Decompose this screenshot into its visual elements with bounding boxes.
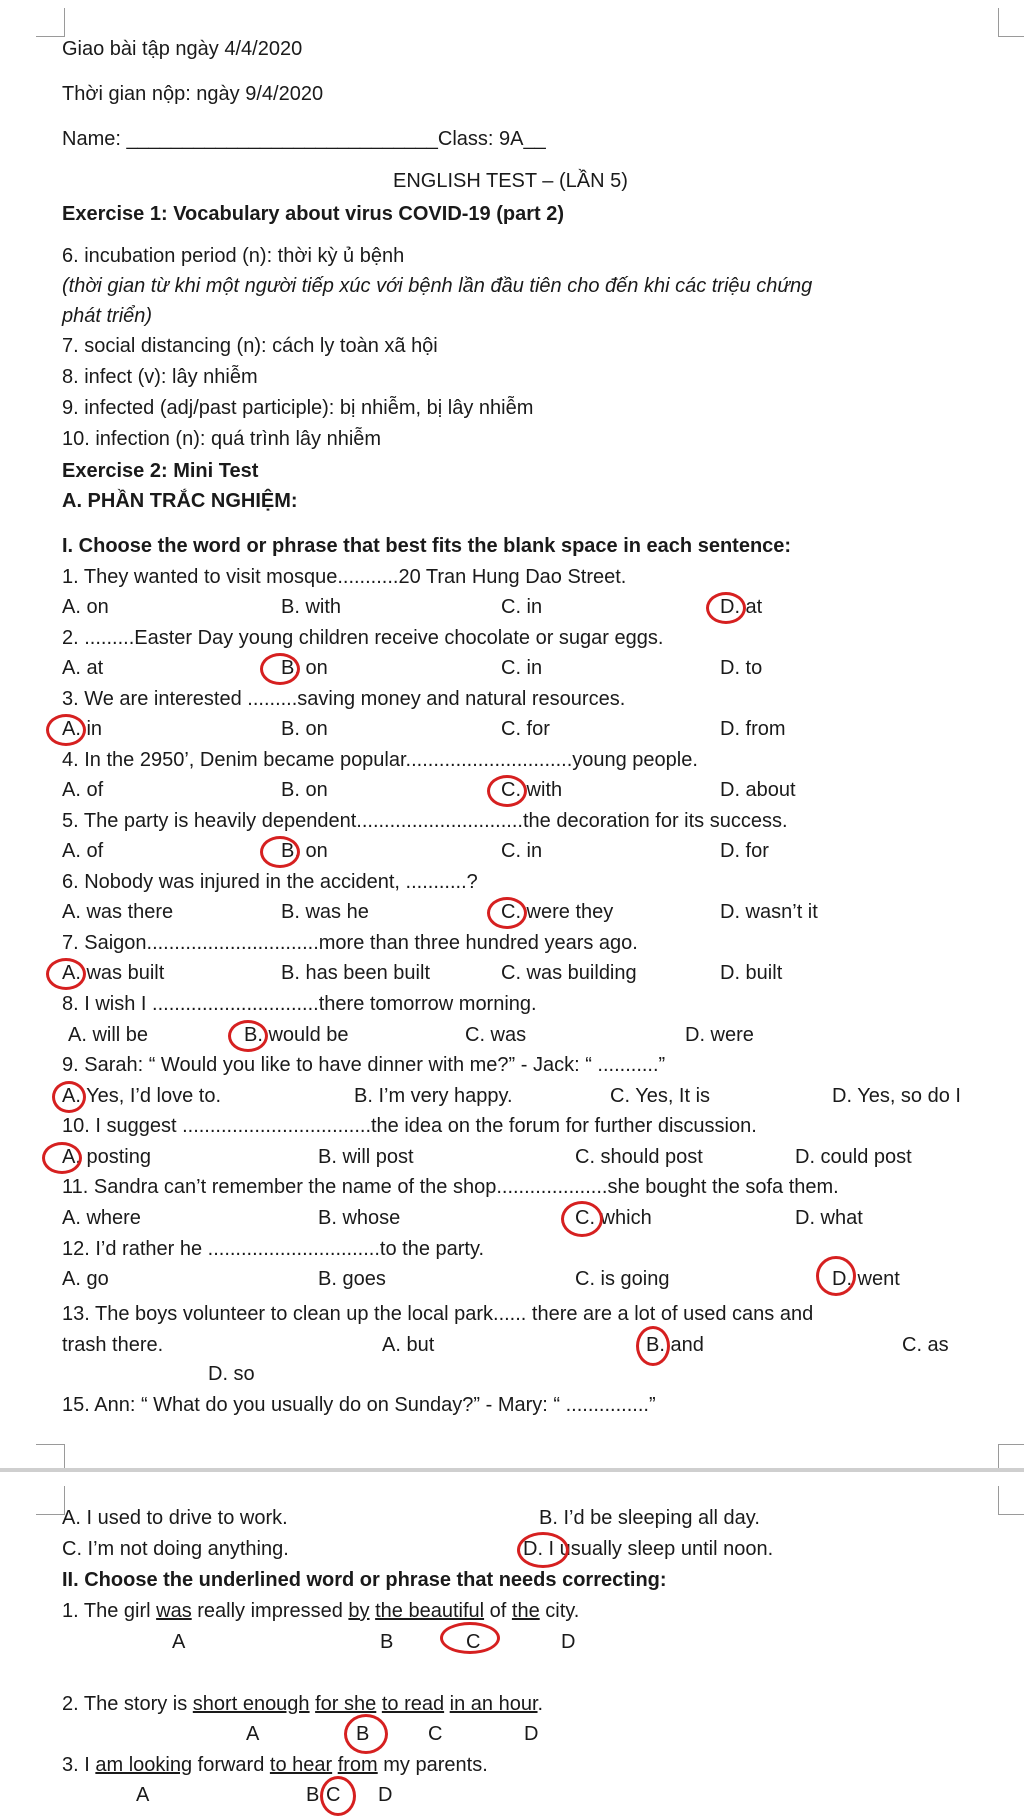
options-row: [62, 1146, 962, 1172]
option-c[interactable]: C. in: [501, 596, 543, 618]
test-title: ENGLISH TEST – (LẦN 5): [393, 170, 628, 192]
underlined-option-c[interactable]: from: [337, 1754, 378, 1776]
option-c[interactable]: C. Yes, It is: [610, 1085, 711, 1107]
question-text: 3. We are interested .........saving money and natural resources.: [62, 688, 626, 710]
answer-circle-mark: [46, 714, 86, 746]
option-c[interactable]: C. which: [575, 1207, 652, 1229]
letter-b: B: [306, 1784, 320, 1806]
option-b[interactable]: B. I’d be sleeping all day.: [539, 1507, 760, 1529]
option-d[interactable]: D. so: [208, 1363, 255, 1385]
answer-circle-mark: [320, 1776, 356, 1816]
underlined-option-b[interactable]: to hear: [269, 1754, 333, 1776]
sentence-text: 2. The story is: [62, 1693, 193, 1715]
letter-c: C: [326, 1784, 341, 1806]
question-text: 8. I wish I ..............................there tomorrow morning.: [62, 993, 537, 1015]
options-row: [62, 1207, 962, 1233]
option-b[interactable]: B. whose: [318, 1207, 401, 1229]
vocab-item: 6. incubation period (n): thời kỳ ủ bệnh: [62, 245, 405, 267]
option-b[interactable]: B. goes: [318, 1268, 386, 1290]
page-corner-mark: [36, 8, 65, 37]
page-corner-mark: [998, 8, 1024, 37]
option-d[interactable]: D. about: [720, 779, 796, 801]
option-d[interactable]: D. to: [720, 657, 763, 679]
question-text: 5. The party is heavily dependent..............................the decoration for its success.: [62, 810, 788, 832]
options-row: [62, 1085, 1002, 1111]
option-a[interactable]: A. at: [62, 657, 104, 679]
option-a[interactable]: A. of: [62, 840, 104, 862]
exercise2-heading: Exercise 2: Mini Test: [62, 460, 259, 482]
underlined-option-a[interactable]: am looking: [95, 1754, 193, 1776]
option-a[interactable]: A. I used to drive to work.: [62, 1507, 288, 1529]
options-row: [62, 596, 962, 622]
option-d[interactable]: D. could post: [795, 1146, 912, 1168]
option-d[interactable]: D. went: [832, 1268, 900, 1290]
letter-d: D: [561, 1631, 576, 1653]
due-date: Thời gian nộp: ngày 9/4/2020: [62, 83, 324, 105]
answer-circle-mark: [42, 1142, 82, 1174]
letter-d: D: [378, 1784, 393, 1806]
answer-circle-mark: [561, 1201, 603, 1237]
options-row: [62, 1507, 962, 1533]
vocab-item: 10. infection (n): quá trình lây nhiễm: [62, 428, 382, 450]
option-c[interactable]: C. in: [501, 840, 543, 862]
option-d[interactable]: D. wasn’t it: [720, 901, 818, 923]
underlined-option-b[interactable]: for she: [315, 1693, 377, 1715]
question-text-continued: trash there.: [62, 1334, 164, 1356]
page-corner-mark: [36, 1486, 65, 1515]
vocab-item: 7. social distancing (n): cách ly toàn xã hội: [62, 335, 438, 357]
sentence-text: .: [537, 1693, 544, 1715]
option-a[interactable]: A. where: [62, 1207, 141, 1229]
options-row: [62, 840, 962, 866]
option-b[interactable]: B. was he: [281, 901, 369, 923]
letter-d: D: [524, 1723, 539, 1745]
correction-sentence: [62, 1600, 579, 1623]
letter-c: C: [428, 1723, 443, 1745]
correction-sentence: [62, 1693, 543, 1716]
letter-a: A: [246, 1723, 260, 1745]
letter-b: B: [356, 1723, 370, 1745]
answer-circle-mark: [260, 653, 300, 685]
option-b[interactable]: B. on: [281, 657, 328, 679]
options-row: [68, 1024, 968, 1050]
option-c[interactable]: C. should post: [575, 1146, 703, 1168]
answer-circle-mark: [46, 958, 86, 990]
underlined-option-b[interactable]: by: [348, 1600, 370, 1622]
underlined-option-d[interactable]: in an hour: [449, 1693, 538, 1715]
question-text: 15. Ann: “ What do you usually do on Sunday?” - Mary: “ ...............”: [62, 1394, 656, 1416]
option-b[interactable]: B. has been built: [281, 962, 430, 984]
option-c[interactable]: C. was building: [501, 962, 637, 984]
option-d[interactable]: D. what: [795, 1207, 863, 1229]
answer-circle-mark: [440, 1622, 500, 1654]
answer-circle-mark: [487, 775, 527, 807]
option-c[interactable]: C. with: [501, 779, 563, 801]
question-text: 13. The boys volunteer to clean up the local park...... there are a lot of used cans and: [62, 1303, 814, 1325]
part2-heading: II. Choose the underlined word or phrase that needs correcting:: [62, 1569, 667, 1591]
question-text: 11. Sandra can’t remember the name of the shop....................she bought the sofa them.: [62, 1176, 839, 1198]
option-d[interactable]: D. for: [720, 840, 769, 862]
letter-a: A: [136, 1784, 150, 1806]
answer-circle-mark: [636, 1326, 670, 1366]
option-b[interactable]: B. and: [646, 1334, 704, 1356]
option-a[interactable]: A. posting: [62, 1146, 151, 1168]
part1-heading: I. Choose the word or phrase that best fits the blank space in each sentence:: [62, 535, 792, 557]
option-b[interactable]: B. with: [281, 596, 342, 618]
option-d[interactable]: D. were: [685, 1024, 754, 1046]
letter-a: A: [172, 1631, 186, 1653]
underlined-option-d[interactable]: the: [511, 1600, 540, 1622]
option-c[interactable]: C. is going: [575, 1268, 670, 1290]
options-row: [62, 1538, 962, 1564]
section-a-heading: A. PHẦN TRẮC NGHIỆM:: [62, 490, 298, 512]
option-a[interactable]: A. on: [62, 596, 109, 618]
option-b[interactable]: B. will post: [318, 1146, 414, 1168]
vocab-item: 8. infect (v): lây nhiễm: [62, 366, 258, 388]
answer-circle-mark: [517, 1532, 569, 1568]
option-a[interactable]: A. but: [382, 1334, 435, 1356]
options-row: [62, 962, 962, 988]
vocab-note: phát triển): [62, 305, 153, 327]
option-c[interactable]: C. for: [501, 718, 550, 740]
option-d[interactable]: D. Yes, so do I: [832, 1085, 961, 1107]
letter-c: C: [466, 1631, 481, 1653]
vocab-note: (thời gian từ khi một người tiếp xúc với bệnh lần đầu tiên cho đến khi các triệu chứng: [62, 275, 813, 297]
option-d[interactable]: D. I usually sleep until noon.: [523, 1538, 774, 1560]
options-row: [62, 718, 962, 744]
page-2: [0, 1472, 1024, 1820]
exercise1-heading: Exercise 1: Vocabulary about virus COVID-19 (part 2): [62, 203, 565, 225]
answer-circle-mark: [52, 1081, 86, 1113]
option-d[interactable]: D. built: [720, 962, 783, 984]
option-a[interactable]: A. Yes, I’d love to.: [62, 1085, 221, 1107]
sentence-text: forward: [192, 1754, 270, 1776]
sentence-text: my parents.: [377, 1754, 488, 1776]
option-a[interactable]: A. was built: [62, 962, 165, 984]
option-a[interactable]: A. of: [62, 779, 104, 801]
option-b[interactable]: B. on: [281, 718, 328, 740]
letter-b: B: [380, 1631, 394, 1653]
answer-circle-mark: [487, 897, 527, 929]
answer-circle-mark: [816, 1256, 856, 1296]
underlined-option-a[interactable]: short enough: [192, 1693, 310, 1715]
sentence-text: city.: [539, 1600, 580, 1622]
answer-circle-mark: [228, 1020, 268, 1052]
option-b[interactable]: B. on: [281, 840, 328, 862]
question-text: 6. Nobody was injured in the accident, ...........?: [62, 871, 478, 893]
option-d[interactable]: D. from: [720, 718, 786, 740]
question-text: 4. In the 2950’, Denim became popular..............................young people.: [62, 749, 698, 771]
option-c[interactable]: C. I’m not doing anything.: [62, 1538, 289, 1560]
underlined-option-c[interactable]: to read: [381, 1693, 445, 1715]
sentence-text: 3. I: [62, 1754, 96, 1776]
option-a[interactable]: A. was there: [62, 901, 174, 923]
question-text: 7. Saigon...............................more than three hundred years ago.: [62, 932, 638, 954]
options-row: [62, 657, 962, 683]
question-text: 12. I’d rather he ...............................to the party.: [62, 1238, 485, 1260]
option-c[interactable]: C. as: [902, 1334, 949, 1356]
option-a[interactable]: A. in: [62, 718, 103, 740]
underlined-option-a[interactable]: was: [156, 1600, 192, 1622]
answer-circle-mark: [706, 592, 746, 624]
underlined-option-c[interactable]: the beautiful: [375, 1600, 485, 1622]
option-b[interactable]: B. I’m very happy.: [354, 1085, 513, 1107]
option-c[interactable]: C. were they: [501, 901, 614, 923]
assign-date: Giao bài tập ngày 4/4/2020: [62, 38, 303, 60]
option-b[interactable]: B. would be: [244, 1024, 349, 1046]
sentence-text: of: [484, 1600, 512, 1622]
question-text: 2. .........Easter Day young children receive chocolate or sugar eggs.: [62, 627, 664, 649]
vocab-item: 9. infected (adj/past participle): bị nhiễm, bị lây nhiễm: [62, 397, 534, 419]
option-a[interactable]: A. go: [62, 1268, 109, 1290]
options-row: [62, 1334, 1002, 1360]
question-text: 1. They wanted to visit mosque...........20 Tran Hung Dao Street.: [62, 566, 627, 588]
answer-circle-mark: [260, 836, 300, 868]
sentence-text: really impressed: [191, 1600, 349, 1622]
sentence-text: 1. The girl: [62, 1600, 157, 1622]
question-text: 10. I suggest ..................................the idea on the forum for further discussion.: [62, 1115, 757, 1137]
option-a[interactable]: A. will be: [68, 1024, 149, 1046]
name-class-line: Name: ____________________________Class: 9A__: [62, 128, 546, 150]
page-corner-mark: [998, 1486, 1024, 1515]
answer-circle-mark: [344, 1714, 388, 1754]
option-b[interactable]: B. on: [281, 779, 328, 801]
correction-sentence: [62, 1754, 488, 1777]
question-text: 9. Sarah: “ Would you like to have dinner with me?” - Jack: “ ...........”: [62, 1054, 666, 1076]
option-d[interactable]: D. at: [720, 596, 763, 618]
option-c[interactable]: C. in: [501, 657, 543, 679]
option-c[interactable]: C. was: [465, 1024, 527, 1046]
